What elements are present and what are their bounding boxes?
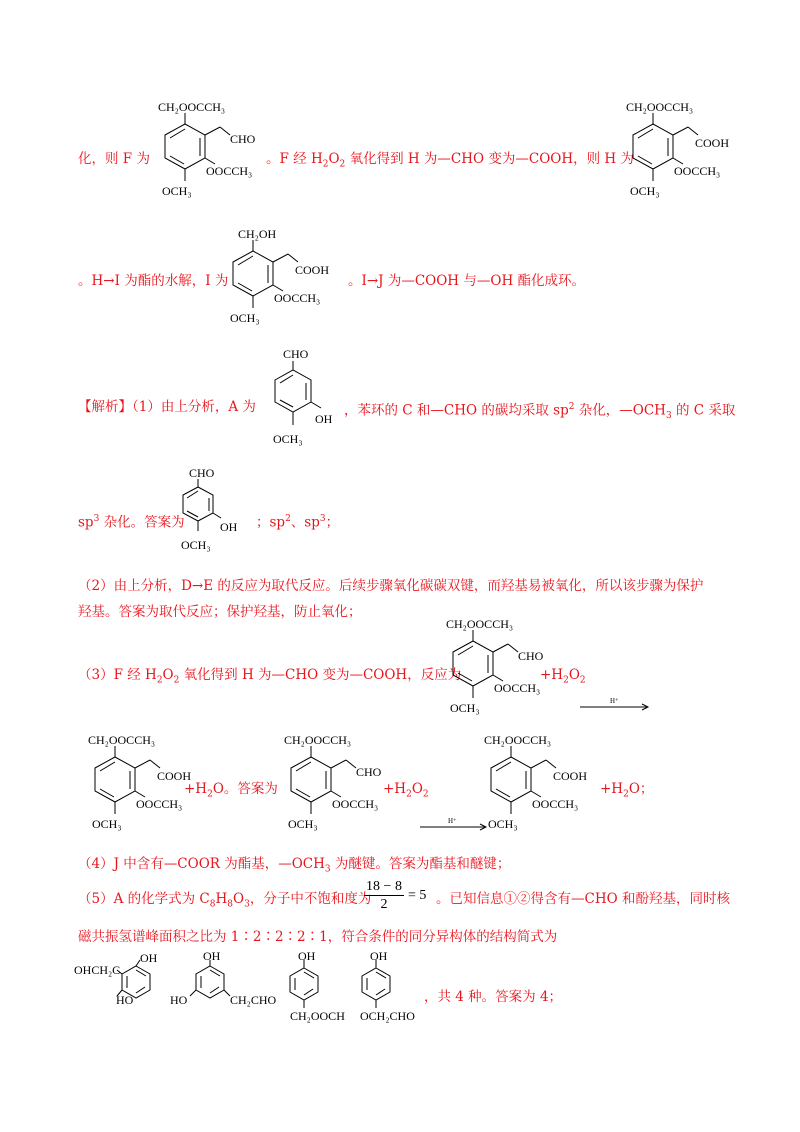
svg-text:OH: OH	[298, 949, 316, 963]
svg-text:OCH₃: OCH₃	[230, 311, 260, 325]
svg-text:CH₂OOCH: CH₂OOCH	[290, 1009, 345, 1023]
svg-text:OOCCH₃: OOCCH₃	[206, 164, 253, 178]
svg-text:OH: OH	[140, 952, 158, 965]
svg-text:COOH: COOH	[553, 769, 588, 783]
analysis-p3-answer-label: $+H_2O$。答案为	[184, 781, 278, 800]
analysis-p2-line2: 羟基。答案为取代反应；保护羟基，防止氧化；	[78, 604, 362, 620]
isomer-1	[72, 952, 172, 1012]
svg-text:CHO: CHO	[518, 649, 544, 663]
svg-text:CH₂OOCCH₃: CH₂OOCCH₃	[446, 617, 514, 631]
svg-text:OCH₃: OCH₃	[630, 184, 660, 198]
svg-text:OCH₃: OCH₃	[181, 538, 211, 552]
svg-text:CH₂OOCCH₃: CH₂OOCCH₃	[88, 733, 156, 747]
svg-text:OCH₃: OCH₃	[273, 432, 303, 446]
fraction-denominator: 2	[380, 897, 388, 912]
svg-text:OCH₂CHO: OCH₂CHO	[360, 1009, 415, 1023]
fraction-value: = 5	[408, 888, 427, 903]
svg-text:OOCCH₃: OOCCH₃	[494, 681, 541, 695]
svg-text:OHCH₂C: OHCH₂C	[74, 963, 121, 977]
svg-text:OH: OH	[370, 949, 388, 963]
svg-text:OOCCH₃: OOCCH₃	[274, 291, 321, 305]
analysis-p1-answer: ；$sp^2$、$sp^3$；	[256, 514, 340, 531]
structure-f-reactant	[428, 612, 558, 727]
svg-text:CHO: CHO	[230, 132, 256, 146]
analysis-p5-line1a: （5）A 的化学式为 $C_8H_8O_3$，分子中不饱和度为	[78, 891, 372, 910]
svg-text:COOH: COOH	[295, 263, 330, 277]
svg-text:OCH₃: OCH₃	[288, 817, 318, 831]
structure-h-answer	[466, 728, 596, 843]
analysis-p1-line1b: ，苯环的 C 和—CHO 的碳均采取 $sp^2$ 杂化，$—OCH_3$ 的 C 采取	[344, 402, 736, 422]
structure-h-product	[70, 728, 200, 843]
analysis-p3-plus-h2o2-b: $+H_2O_2$	[383, 781, 429, 800]
analysis-p3-plus-h2o2: $+H_2O_2$	[540, 667, 586, 686]
analysis-p5-end: ，共 4 种。答案为 4；	[424, 989, 563, 1005]
svg-text:CH₂OOCCH₃: CH₂OOCCH₃	[626, 100, 694, 114]
reaction-arrow-1	[578, 696, 653, 712]
unsaturation-fraction	[364, 878, 404, 913]
analysis-p2-line1: （2）由上分析，D→E 的反应为取代反应。后续步骤氧化碳碳双键，而羟基易被氧化，所以该步骤为保护	[78, 578, 704, 594]
svg-text:OH: OH	[203, 952, 221, 963]
line1-text-a: 化，则 F 为	[78, 151, 150, 167]
svg-text:OCH₃: OCH₃	[162, 184, 192, 198]
fraction-numerator: 18 − 8	[364, 878, 404, 896]
isomer-4	[344, 948, 434, 1028]
svg-text:OOCCH₃: OOCCH₃	[332, 797, 379, 811]
structure-f	[140, 95, 270, 210]
svg-text:CH₂OOCCH₃: CH₂OOCCH₃	[284, 733, 352, 747]
line2-text-a: 。H→I 为酯的水解，I 为	[78, 273, 229, 289]
svg-text:CHO: CHO	[356, 765, 382, 779]
svg-text:CHO: CHO	[189, 466, 215, 480]
svg-text:CH₂OOCCH₃: CH₂OOCCH₃	[158, 100, 226, 114]
analysis-p3-line1: （3）F 经 $H_2O_2$ 氧化得到 H 为—CHO 变为—COOH，反应为	[78, 667, 462, 686]
svg-text:H⁺: H⁺	[448, 817, 457, 825]
line2-text-b: 。I→J 为—COOH 与—OH 酯化成环。	[348, 273, 586, 289]
analysis-p4: （4）J 中含有—COOR 为酯基，$—OCH_3$ 为醚键。答案为酯基和醚键；	[78, 856, 511, 875]
svg-text:OOCCH₃: OOCCH₃	[136, 797, 183, 811]
svg-text:HO: HO	[116, 993, 134, 1007]
line1-text-b: 。F 经 $H_2O_2$ 氧化得到 H 为—CHO 变为—COOH，则 H 为	[266, 151, 634, 170]
svg-text:CHO: CHO	[283, 347, 309, 361]
svg-text:CH₂CHO: CH₂CHO	[230, 993, 277, 1007]
analysis-p3-end: $+H_2O$；	[600, 781, 654, 800]
structure-a	[255, 345, 355, 470]
analysis-p1-line2: $sp^3$ 杂化。答案为	[78, 514, 185, 531]
svg-text:H⁺: H⁺	[610, 697, 619, 705]
svg-text:OCH₃: OCH₃	[92, 817, 122, 831]
svg-text:OCH₃: OCH₃	[488, 817, 518, 831]
analysis-p1-line1: 【解析】（1）由上分析，A 为	[78, 399, 256, 415]
svg-text:COOH: COOH	[695, 136, 730, 150]
svg-text:OH: OH	[220, 520, 238, 534]
analysis-p5-line1b: 。已知信息①②得含有—CHO 和酚羟基，同时核	[436, 891, 730, 907]
svg-text:OCH₃: OCH₃	[450, 701, 480, 715]
structure-h	[608, 95, 738, 210]
structure-f-answer	[266, 728, 396, 843]
svg-text:COOH: COOH	[157, 769, 192, 783]
svg-text:CH₂OOCCH₃: CH₂OOCCH₃	[484, 733, 552, 747]
svg-text:OH: OH	[315, 412, 333, 426]
structure-a-answer	[165, 465, 260, 565]
svg-text:CH₂OH: CH₂OH	[238, 227, 277, 241]
svg-text:OOCCH₃: OOCCH₃	[674, 164, 721, 178]
svg-text:HO: HO	[170, 993, 188, 1007]
analysis-p5-line2: 磁共振氢谱峰面积之比为 1∶2∶2∶2∶1，符合条件的同分异构体的结构简式为	[78, 929, 558, 945]
svg-text:OOCCH₃: OOCCH₃	[532, 797, 579, 811]
structure-i	[208, 222, 338, 337]
